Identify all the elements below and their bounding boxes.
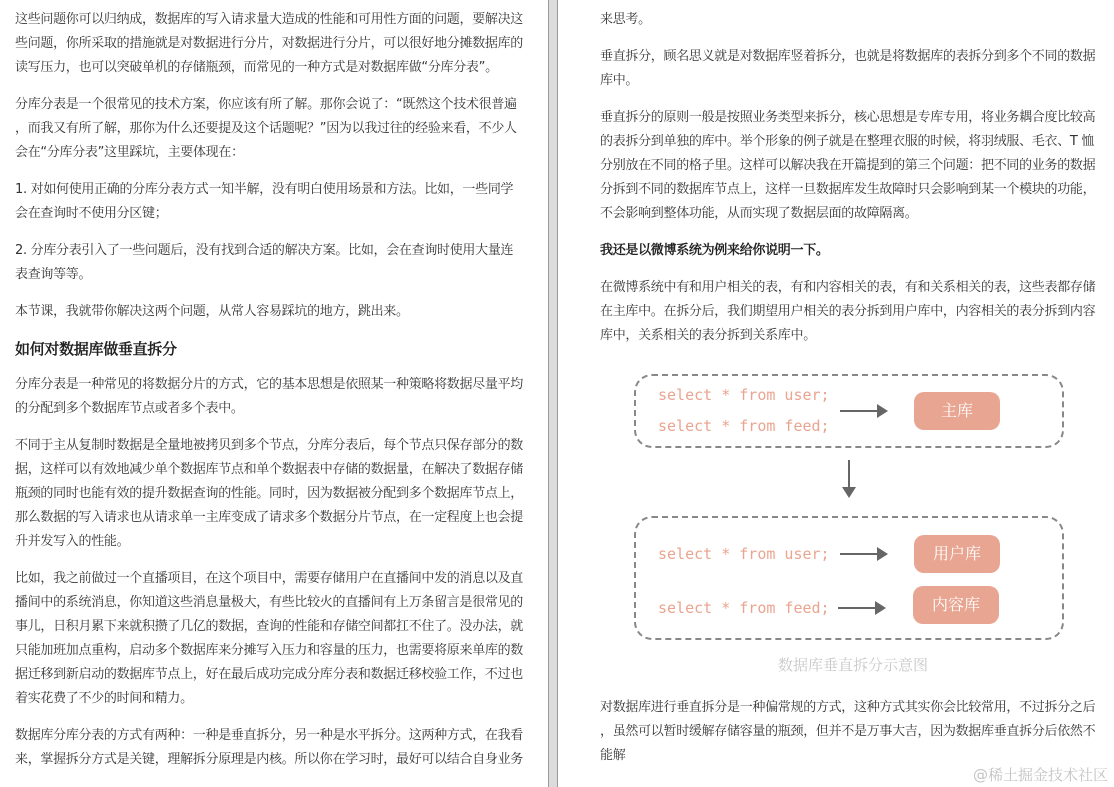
paragraph: 本节课，我就带你解决这两个问题，从常人容易踩坑的地方，跳出来。 [15,304,409,319]
paragraph: 比如，我之前做过一个直播项目，在这个项目中，需要存储用户在直播间中发的消息以及直播间中的系统消息，你知道这些消息量极大，有些比较火的直播间有上万条留言是很常见的事儿，日积月累下来就积攒了几亿的数据，查询的性能和存储空间都扛不住了。没办法，就只能加班加点重构，启动多个数据库来分摊写入压力和容量的压力，也需要将原来单库的数据迁移到新启动的数据库节点上，好在最后成功完成分库分表和数据迁移校验工作，不过也着实花费了不少的时间和精力。 [15,571,524,706]
arrow-right-icon [838,607,876,609]
right-page-content [600,8,1106,768]
db-user: 用户库 [914,535,1000,573]
watermark: @稀土掘金技术社区 [972,766,1108,784]
sql-feed: select * from feed; [658,599,830,617]
sql-feed: select * from feed; [658,417,830,435]
paragraph: 不同于主从复制时数据是全量地被拷贝到多个节点，分库分表后，每个节点只保存部分的数据，这样可以有效地减少单个数据库节点和单个数据表中存储的数据量，在解决了数据存储瓶颈的同时也能有效的提升数据查询的性能。同时，因为数据被分配到多个数据库节点上，那么数据的写入请求也从请求单一主库变成了请求多个数据分片节点，在一定程度上也会提升并发写入的性能。 [15,438,524,549]
list-item: 2. 分库分表引入了一些问题后，没有找到合适的解决方案。比如，会在查询时使用大量连表查询等等。 [15,243,514,282]
bold-paragraph: 我还是以微博系统为例来给你说明一下。 [600,243,829,258]
paragraph: 垂直拆分的原则一般是按照业务类型来拆分，核心思想是专库专用，将业务耦合度比较高的表拆分到单独的库中。举个形象的例子就是在整理衣服的时候，将羽绒服、毛衣、T 恤分别放在不同的格子里。这样可以解决我在开篇提到的第三个问题：把不同的业务的数据分拆到不同的数据库节点上，这样一旦数据库发生故障时只会影响到某一个模块的功能，不会影响到整体功能，从而实现了数据层面的故障隔离。 [600,110,1096,221]
paragraph: 垂直拆分，顾名思义就是对数据库竖着拆分，也就是将数据库的表拆分到多个不同的数据库中。 [600,49,1096,88]
arrow-down-icon [848,460,850,488]
vertical-split-diagram [620,370,1100,646]
diagram-caption: 数据库垂直拆分示意图 [777,656,928,674]
paragraph: 在微博系统中有和用户相关的表，有和内容相关的表，有和关系相关的表，这些表都存储在主库中。在拆分后，我们期望用户相关的表分拆到用户库中，内容相关的表分拆到内容库中，关系相关的表分拆到关系库中。 [600,280,1096,343]
left-page-content [15,8,525,772]
paragraph: 来思考。 [600,12,651,27]
db-content: 内容库 [913,586,999,624]
page-divider [548,0,558,787]
paragraph: 分库分表是一种常见的将数据分片的方式，它的基本思想是依照某一种策略将数据尽量平均的分配到多个数据库节点或者多个表中。 [15,377,524,416]
arrow-right-icon [840,410,878,412]
db-main: 主库 [914,392,1000,430]
paragraph: 对数据库进行垂直拆分是一种偏常规的方式，这种方式其实你会比较常用，不过拆分之后，虽然可以暂时缓解存储容量的瓶颈，但并不是万事大吉，因为数据库垂直拆分后依然不能解 [600,700,1096,763]
after-split-box [634,516,1064,640]
section-heading: 如何对数据库做垂直拆分 [15,340,177,358]
list-item: 1. 对如何使用正确的分库分表方式一知半解，没有明白使用场景和方法。比如，一些同学会在查询时不使用分区键； [15,182,514,221]
sql-user: select * from user; [658,545,830,563]
sql-user: select * from user; [658,386,830,404]
arrow-right-icon [840,553,878,555]
right-page [558,0,1114,787]
paragraph: 这些问题你可以归纳成，数据库的写入请求量大造成的性能和可用性方面的问题，要解决这些问题，你所采取的措施就是对数据进行分片，对数据进行分片，可以很好地分摊数据库的读写压力，也可以突破单机的存储瓶颈，而常见的一种方式是对数据库做“分库分表”。 [15,12,524,75]
paragraph: 数据库分库分表的方式有两种：一种是垂直拆分，另一种是水平拆分。这两种方式，在我看来，掌握拆分方式是关键，理解拆分原理是内核。所以你在学习时，最好可以结合自身业务 [15,728,524,767]
paragraph: 分库分表是一个很常见的技术方案，你应该有所了解。那你会说了：“既然这个技术很普遍，而我又有所了解，那你为什么还要提及这个话题呢？”因为以我过往的经验来看，不少人会在“分库分表”这里踩坑，主要体现在： [15,97,517,160]
left-page [0,0,548,787]
